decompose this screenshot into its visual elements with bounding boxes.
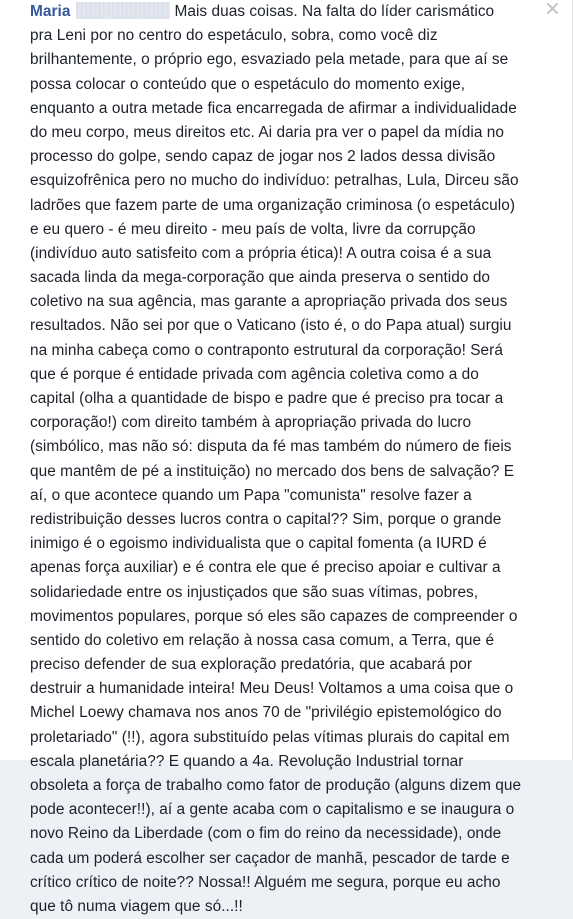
comment-text-line: solidariedade entre os injustiçados que são suas vítimas, pobres, bbox=[30, 583, 479, 601]
comment-text-line: esquizofrênica pero no mucho do indivíduo: petralhas, Lula, Dirceu são bbox=[30, 172, 519, 190]
comment-text-line: brilhantemente, o próprio ego, esvaziado pela metade, para que aí se bbox=[30, 51, 509, 69]
comment-text-line: do meu corpo, meus direitos etc. Ai daria pra ver o papel da mídia no bbox=[30, 123, 504, 141]
comment-text-line: proletariado" (!!), agora substituído pelas vítimas plurais do capital em bbox=[30, 728, 510, 746]
comment-text-line: que é porque é entidade privada com agência coletiva como a do bbox=[30, 365, 479, 383]
comment-text-line: sentido do coletivo em relação à nossa casa comum, a Terra, que é bbox=[30, 631, 495, 649]
close-button[interactable] bbox=[542, 0, 562, 20]
comment-text-line: pra Leni por no centro do espetáculo, sobra, como você diz bbox=[30, 27, 438, 45]
comment-first-line-text: Mais duas coisas. Na falta do líder carismático bbox=[174, 3, 495, 20]
comment-text-line: (simbólico, mas não só: disputa da fé mas também do número de fieis bbox=[30, 438, 512, 456]
comment-text-line: Michel Loewy chamava nos anos 70 de "privilégio epistemológico do bbox=[30, 704, 502, 722]
comment-text-line: que mantêm de pé a instituição) no mercado dos bens de salvação? E bbox=[30, 462, 515, 480]
comment-text-line: processo do golpe, sendo capaz de jogar nos 2 lados dessa divisão bbox=[30, 148, 496, 166]
comment-text-line: obsoleta a força de trabalho como fator de produção (alguns dizem que bbox=[30, 777, 522, 794]
comment-text-line: sacada linda da mega-corporação que ainda preserva o sentido do bbox=[30, 269, 491, 287]
comment-text-line: ladrões que fazem parte de uma organização criminosa (o espetáculo) bbox=[30, 196, 515, 214]
comment-text-line: apenas força auxiliar) e é contra ele que é preciso apoiar e cultivar a bbox=[30, 559, 501, 577]
comment-text-lines bbox=[30, 24, 550, 919]
comment-text-line: movimentos populares, porque só eles são capazes de compreender o bbox=[30, 607, 518, 625]
comment-text-line: corporação!) com direito também à apropriação privada do lucro bbox=[30, 414, 472, 432]
comment-text-line: enquanto a outra metade fica encarregada de afirmar a individualidade bbox=[30, 99, 517, 117]
redacted-name-block bbox=[76, 2, 170, 19]
comment-body bbox=[30, 0, 550, 919]
comment-text-line: resultados. Não sei por que o Vaticano (isto é, o do Papa atual) surgiu bbox=[30, 317, 512, 335]
comment-text-line: aí, o que acontece quando um Papa "comunista" resolve fazer a bbox=[30, 486, 472, 504]
comment-text-line: (indivíduo auto satisfeito com a própria ética)! A outra coisa é a sua bbox=[30, 244, 492, 262]
comment-text-line: redistribuição desses lucros contra o capital?? Sim, porque o grande bbox=[30, 510, 502, 528]
comment-author-link[interactable]: Maria bbox=[30, 3, 71, 20]
comment-text-line: possa colocar o conteúdo que o espetáculo do momento exige, bbox=[30, 75, 466, 93]
comment-text-line: coletivo na sua agência, mas garante a apropriação privada dos seus bbox=[30, 293, 508, 311]
comment-first-line bbox=[30, 0, 550, 24]
comment-text-line: inimigo é o egoismo individualista que o capital fomenta (a IURD é bbox=[30, 535, 487, 553]
comment-text-line: capital (olha a quantidade de bispo e padre que é preciso pra tocar a bbox=[30, 390, 504, 407]
comment-text-line: pode acontecer!!), aí a gente acaba com o capitalismo e se inaugura o bbox=[30, 801, 515, 819]
comment-text-line: destruir a humanidade inteira! Meu Deus! Voltamos a uma coisa que o bbox=[30, 680, 514, 698]
comment-text-line: cada um poderá escolher ser caçador de manhã, pescador de tarde e bbox=[30, 849, 510, 867]
comment-text-line: preciso defender de sua exploração predatória, que acabará por bbox=[30, 656, 473, 674]
comment-text-line: novo Reino da Liberdade (com o fim do reino da necessidade), onde bbox=[30, 825, 502, 843]
close-x-icon bbox=[547, 1, 558, 19]
comment-text-line: e eu quero - é meu direito - meu país de volta, livre da corrupção bbox=[30, 220, 476, 238]
comment-text-line: crítico crítico de noite?? Nossa!! Alguém me segura, porque eu acho bbox=[30, 873, 501, 891]
comment-text-line: escala planetária?? E quando a 4a. Revolução Industrial tornar bbox=[30, 752, 464, 770]
comment-text-line: na minha cabeça como o contraponto estrutural da corporação! Será bbox=[30, 341, 503, 359]
comment-text-line: que tô numa viagem que só...!! bbox=[30, 897, 243, 915]
